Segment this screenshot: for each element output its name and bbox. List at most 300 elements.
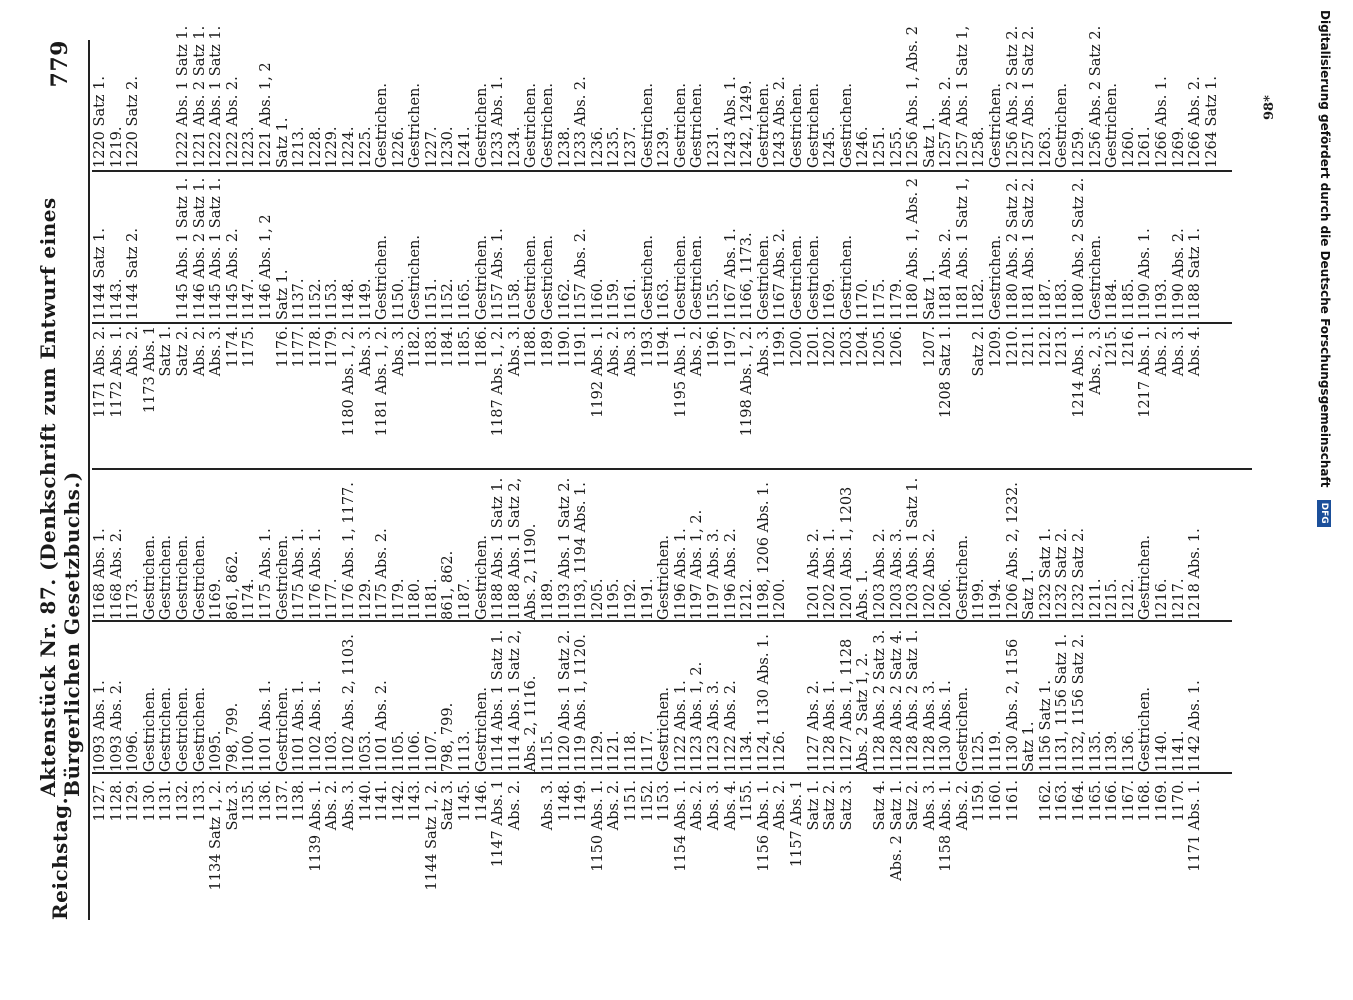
table-cell: 1224. [340,126,357,168]
table-cell: 1161. [623,278,639,320]
table-cell: 1198 Abs. 1, 2. [739,326,756,437]
table-cell: Abs. 3. [506,326,523,377]
table-cell: 1256 Abs. 2 Satz 2. [1004,25,1021,168]
table-cell: 1206. [938,578,955,620]
table-cell: Satz 1. [1021,721,1038,772]
table-cell: 1181 Abs. 1, 2. [374,326,391,437]
table-cell: 1163. [1054,780,1071,822]
table-cell: Gestrichen. [407,235,424,320]
table-cell: Gestrichen. [805,83,822,168]
table-cell: 1257 Abs. 1 Satz 2. [1021,25,1038,168]
table-cell: 1145 Abs. 1 Satz 1. [174,177,191,320]
table-cell: 1263. [1037,126,1054,168]
table-cell: 1179. [888,278,905,320]
table-cell: 1180 Abs. 1, Abs. 2 [905,177,922,320]
table-cell: 1153. [656,780,673,822]
page-header [36,40,84,920]
table-cell: 1119 Abs. 1, 1120. [573,634,590,772]
table-cell: 1152. [639,780,656,822]
table-cell: 1169. [208,578,225,620]
table-cell: 1220 Satz 1. [92,76,108,168]
table-cell: 1163. [656,278,673,320]
table-cell: 1212. [1037,326,1054,368]
table-cell: Gestrichen. [523,235,540,320]
table-cell: 1209. [988,326,1005,368]
table-cell: 1200. [772,578,789,620]
table-cell: Satz 2. [822,780,839,831]
table-cell: 1225. [357,126,374,168]
table-cell: 1245. [822,126,839,168]
digitization-credit [1312,10,1338,990]
table-cell: 1256 Abs. 1, Abs. 2 [905,25,922,168]
column-divider [92,772,1232,774]
table-cell: Gestrichen. [639,83,656,168]
table-cell: Gestrichen. [788,83,805,168]
table-cell: 1123 Abs. 1, 2. [689,661,706,772]
table-cell: 1151. [623,780,639,822]
table-cell: 1129. [125,780,142,822]
header-left: Reichstag. [48,796,72,920]
table-cell: Gestrichen. [540,235,557,320]
table-cell: 1197 Abs. 1, 2. [689,509,706,620]
table-cell: Abs. 3. [390,326,407,377]
table-cell: 1140. [357,780,374,822]
table-cell: 1169. [1154,780,1170,822]
table-cell: 1161. [1004,780,1021,822]
table-cell: 1255. [888,126,905,168]
table-cell: 1231. [705,126,722,168]
table-cell: Abs. 3. [623,326,639,377]
table-cell: 1202 Abs. 2. [921,528,938,620]
table-cell: 1144 Satz 1, 2. [423,780,440,891]
table-cell: 1205. [589,578,606,620]
table-cell: 1192 Abs. 1. [589,326,606,418]
table-cell: 1228. [307,126,324,168]
table-cell: 1102 Abs. 1. [307,680,324,772]
table-cell: 1191. [639,578,656,620]
table-cell: 1150 Abs. 1. [589,780,606,872]
table-cell: 1221 Abs. 1, 2 [257,62,274,168]
table-cell: 1129. [589,730,606,772]
table-cell: 1135. [241,780,258,822]
table-cell: Abs. 2. [125,326,142,377]
table-cell: Abs. 2. [191,326,208,377]
table-cell: 1232 Satz 2. [1071,528,1088,620]
table-cell: 1175 Abs. 1. [291,528,308,620]
table-cell: 1168 Abs. 2. [108,528,125,620]
table-cell: 1169. [822,278,839,320]
table-cell: 1152. [440,278,457,320]
table-cell: 1232 Satz 2. [1054,528,1071,620]
table-cell: Abs. 2. [324,780,341,831]
table-cell: 1183. [1054,278,1071,320]
table-cell: 1157 Abs. 1 [788,780,805,868]
table-cell: 1205. [871,326,888,368]
table-cell: 1236. [589,126,606,168]
table-cell: Satz 4. [871,780,888,831]
table-cell: 1229. [324,126,341,168]
table-cell: 1201 Abs. 1, 1203 [838,486,855,620]
table-cell: 1257 Abs. 1 Satz 1, [954,25,971,168]
table-cell: 1173 Abs. 1 [141,326,158,414]
table-cell: 1175. [241,326,258,368]
table-cell: 1156 Abs. 1. [755,780,772,872]
table-cell: 1128 Abs. 3. [921,680,938,772]
table-cell: 1180 Abs. 2 Satz 2. [1004,177,1021,320]
table-column [92,25,1252,168]
table-cell: 1219. [108,126,125,168]
table-cell: 1142. [390,780,407,822]
table-cell: Satz 1. [274,117,291,168]
table-cell: 1166, 1173. [739,232,756,320]
table-cell: 1128 Abs. 1. [822,680,839,772]
table-cell: Abs. 2. [606,326,623,377]
table-cell: 1193. [639,326,656,368]
table-cell: Abs. 3. [705,780,722,831]
table-cell: 1233 Abs. 1. [490,76,507,168]
table-cell: Gestrichen. [988,83,1005,168]
table-cell: 1113. [457,730,474,772]
table-cell: 1153. [324,278,341,320]
table-cell: Satz 1. [158,326,175,377]
table-cell: 1134. [739,730,756,772]
table-cell: 1194. [988,578,1005,620]
table-cell: 1120 Abs. 1 Satz 2. [556,629,573,772]
table-cell: Gestrichen. [174,687,191,772]
table-cell: Gestrichen. [838,235,855,320]
table-cell: 1134 Satz 1, 2. [208,780,225,891]
table-cell: 1186. [473,326,490,368]
table-cell: 1206. [888,326,905,368]
table-cell: 1183. [423,326,440,368]
table-cell: 1216. [1154,578,1170,620]
table-cell: 1155. [739,780,756,822]
table-cell: 1203. [838,326,855,368]
table-cell: 1164. [1071,780,1088,822]
table-cell: 1246. [855,126,872,168]
table-cell: 1128 Abs. 2 Satz 1. [905,629,922,772]
table-cell: Abs. 3. [1170,326,1187,377]
page-number: 779 [47,40,73,88]
table-cell: 1177. [291,326,308,368]
table-cell: 1166. [1104,780,1121,822]
table-cell [142,172,159,320]
table-cell: Gestrichen. [473,535,490,620]
table-cell: 1115. [540,730,557,772]
table-cell: 1210. [1004,326,1021,368]
table-cell: 1145. [457,780,474,822]
table-column [92,780,1252,920]
table-cell: 1093 Abs. 1. [92,680,108,772]
table-cell: Gestrichen. [1137,687,1154,772]
table-cell: 1222 Abs. 1 Satz 1. [208,25,225,168]
table-cell: 1197 Abs. 3. [705,528,722,620]
table-cell: 1162. [556,278,573,320]
table-cell: 1150. [390,278,407,320]
table-cell: Abs. 2. [689,326,706,377]
table-cell: 1125. [971,730,988,772]
table-cell: 1118. [623,730,639,772]
table-cell: 1136. [1120,730,1137,772]
table-cell: Gestrichen. [407,83,424,168]
table-cell: 1184. [1104,278,1121,320]
table-column [92,624,1252,772]
table-cell: 1155. [705,278,722,320]
table-cell: 1199. [772,326,789,368]
table-cell: 1187. [1037,278,1054,320]
table-cell: Gestrichen. [158,687,175,772]
table-cell: 1259. [1071,126,1088,168]
table-cell: 1121. [606,730,623,772]
table-cell: 1199. [971,578,988,620]
table-cell: Satz 1. [921,117,938,168]
table-cell [523,780,540,920]
table-cell: Satz 3. [224,780,241,831]
table-cell: 1207. [921,326,938,368]
table-cell: Gestrichen. [788,235,805,320]
table-cell: Gestrichen. [954,687,971,772]
table-cell: Gestrichen. [1087,235,1104,320]
table-cell: 1131, 1156 Satz 1. [1054,633,1071,772]
table-cell: 1179. [324,326,341,368]
table-cell: 1138. [291,780,308,822]
table-cell [905,326,922,466]
table-cell: Gestrichen. [473,235,490,320]
table-cell: 1215. [1104,326,1121,368]
table-column [92,470,1252,620]
table-cell: 1167. [1120,780,1137,822]
table-cell: 1266 Abs. 1. [1154,76,1170,168]
table-cell: 1103. [324,730,341,772]
table-cell: 1198, 1206 Abs. 1. [755,482,772,620]
table-cell: 1154 Abs. 1. [672,780,689,872]
table-cell: 1181. [423,578,440,620]
table-cell [789,470,806,620]
table-cell: 1131. [158,780,175,822]
table-cell: 1156 Satz 1. [1037,680,1054,772]
table-cell: 1165. [1087,780,1104,822]
table-cell: 1220 Satz 2. [125,76,142,168]
table-cell: 1222 Abs. 1 Satz 1. [174,25,191,168]
table-cell: 1261. [1137,126,1154,168]
table-cell: 1206 Abs. 2, 1232. [1004,482,1021,620]
table-cell: 1158. [506,278,523,320]
table-cell: 1106. [407,730,424,772]
table-cell: 1157 Abs. 2. [573,228,590,320]
table-cell: 861, 862. [224,550,241,620]
table-cell: 1137. [291,278,308,320]
table-cell: 1146 Abs. 2 Satz 1. [191,177,208,320]
table-cell: 1180 Abs. 2 Satz 2. [1071,177,1088,320]
table-cell: 1171 Abs. 1. [1187,780,1204,872]
table-cell: 1196. [705,326,722,368]
table-cell: 1239. [656,126,673,168]
table-cell: 1251. [871,126,888,168]
table-cell: 1197. [722,326,739,368]
table-cell: 1269. [1170,126,1187,168]
table-cell: 1146. [473,780,490,822]
table-cell: 1181 Abs. 2. [938,228,955,320]
table-cell: 1181 Abs. 1 Satz 2. [1021,177,1038,320]
sheet-signature: 98* [1262,95,1277,120]
table-cell: 1211. [1087,578,1104,620]
table-cell: 1191. [573,326,590,368]
table-cell: 1171 Abs. 2. [92,326,108,418]
table-cell: 1105. [390,730,407,772]
table-cell: 1140. [1154,730,1170,772]
table-cell: 1235. [606,126,623,168]
table-cell: 1107. [423,730,440,772]
table-cell: Gestrichen. [1104,83,1121,168]
table-cell: 1188 Abs. 1 Satz 1. [490,477,507,620]
table-cell: Gestrichen. [672,235,689,320]
table-cell: 1174. [241,578,258,620]
table-cell: Gestrichen. [755,83,772,168]
table-cell: 1127. [92,780,108,822]
table-cell: 1256 Abs. 2 Satz 2. [1087,25,1104,168]
table-cell: 1168 Abs. 1. [92,528,108,620]
table-cell: 1222 Abs. 2. [224,76,241,168]
table-cell: 1159. [971,780,988,822]
table-cell: 1165. [457,278,474,320]
table-cell: Gestrichen. [274,687,291,772]
table-cell: Abs. 2. [1154,326,1170,377]
table-cell: 1232 Satz 1. [1037,528,1054,620]
table-cell: 1180 Abs. 1, 2. [340,326,357,437]
table-cell: 1128 Abs. 2 Satz 4. [888,629,905,772]
table-cell: 1238. [556,126,573,168]
table-cell: 1128 Abs. 2 Satz 3. [871,629,888,772]
table-cell: Abs. 2, 1116. [523,675,540,772]
table-cell: 1101 Abs. 1. [257,680,274,772]
table-cell: 1187. [457,578,474,620]
table-cell: Satz 1. [1021,569,1038,620]
table-cell: 1162. [1037,780,1054,822]
table-cell: Gestrichen. [672,83,689,168]
table-cell: 1196 Abs. 1. [672,528,689,620]
table-cell: Abs. 2, 1190. [523,523,540,620]
table-cell: Gestrichen. [374,235,391,320]
table-cell: 1185. [1120,278,1137,320]
table-cell: Gestrichen. [805,235,822,320]
table-cell [1021,780,1038,920]
table-cell: Gestrichen. [656,687,673,772]
table-cell: Abs. 2. [506,780,523,831]
table-cell: Abs. 2. [689,780,706,831]
column-divider [92,322,1232,324]
table-cell: 1204. [855,326,872,368]
table-cell: 1160. [589,278,606,320]
table-cell: 1179. [390,578,407,620]
table-cell: 1124, 1130 Abs. 1. [755,634,772,772]
table-cell: 1148. [556,780,573,822]
table-cell: 1122 Abs. 2. [722,680,739,772]
table-cell: 1258. [971,126,988,168]
table-cell: 1117. [639,730,656,772]
table-cell: 1167 Abs. 2. [772,228,789,320]
table-cell: 1194. [656,326,673,368]
table-cell: 1233 Abs. 2. [573,76,590,168]
table-cell: 1234. [506,126,523,168]
table-cell: Abs. 3. [755,326,772,377]
table-cell: Abs. 2, 3. [1087,326,1104,395]
table-cell: 798, 799. [224,702,241,772]
table-cell: Satz 3. [838,780,855,831]
table-cell: 1175. [871,278,888,320]
table-cell: 1195. [606,578,623,620]
table-cell: 1143. [407,780,424,822]
table-cell: Gestrichen. [191,535,208,620]
table-cell: 1130 Abs. 2, 1156 [1004,638,1021,772]
table-cell: Abs. 3. [357,326,374,377]
table-cell: 1139 Abs. 1. [307,780,324,872]
table-cell: 1142 Abs. 1. [1187,680,1204,772]
table-cell: 1217 Abs. 1. [1137,326,1154,418]
table-cell: 1096. [125,730,142,772]
table-cell: 1178. [307,326,324,368]
table-cell: Gestrichen. [141,687,158,772]
table-cell: 1175 Abs. 2. [374,528,391,620]
table-cell: 1141. [374,780,391,822]
table-cell: 1223. [241,126,258,168]
table-cell: 1053. [357,730,374,772]
table-cell: 1181 Abs. 1 Satz 1, [954,177,971,320]
column-divider [92,170,1232,172]
table-cell: Abs. 1. [855,569,872,620]
table-cell: Abs. 3. [340,780,357,831]
table-cell: 1190 Abs. 2. [1170,228,1187,320]
table-cell: 1135. [1087,730,1104,772]
table-cell: 1243 Abs. 1. [722,76,739,168]
table-cell: 1132, 1156 Satz 2. [1071,633,1088,772]
table-cell: Gestrichen. [374,83,391,168]
table-cell [158,172,175,320]
table-cell: 1122 Abs. 1. [672,680,689,772]
table-cell: 1095. [208,730,225,772]
table-cell: 1188 Satz 1. [1187,228,1204,320]
table-cell: 1145 Abs. 2. [224,228,241,320]
table-cell: Satz 1. [274,269,291,320]
table-cell: 1114 Abs. 1 Satz 1. [490,629,507,772]
concordance-table [92,25,1252,920]
table-cell: 1173. [125,578,142,620]
table-cell: 1144 Satz 2. [125,228,142,320]
table-cell: Gestrichen. [523,83,540,168]
table-cell: 1226. [390,126,407,168]
table-cell: 1149. [573,780,590,822]
table-cell: 1208 Satz 1. [938,326,955,418]
table-cell: Abs. 3. [540,780,557,831]
table-cell: 1133. [191,780,208,822]
table-cell: Gestrichen. [158,535,175,620]
table-cell: 1130 Abs. 1. [938,680,955,772]
table-cell: Gestrichen. [639,235,656,320]
table-cell: 1212. [739,578,756,620]
table-cell: 1144 Satz 1. [92,228,108,320]
table-cell: Abs. 4. [722,780,739,831]
table-cell: 1151. [423,278,440,320]
table-cell: Abs. 2. [954,780,971,831]
table-cell: 1184. [440,326,457,368]
table-cell: 1129. [357,578,374,620]
table-cell: 1237. [623,126,639,168]
table-cell: 1213. [291,126,308,168]
table-cell: 1149. [357,278,374,320]
table-cell: 861, 862. [440,550,457,620]
table-cell: Gestrichen. [656,535,673,620]
table-cell: 1227. [423,126,440,168]
table-cell: 1119. [988,730,1005,772]
